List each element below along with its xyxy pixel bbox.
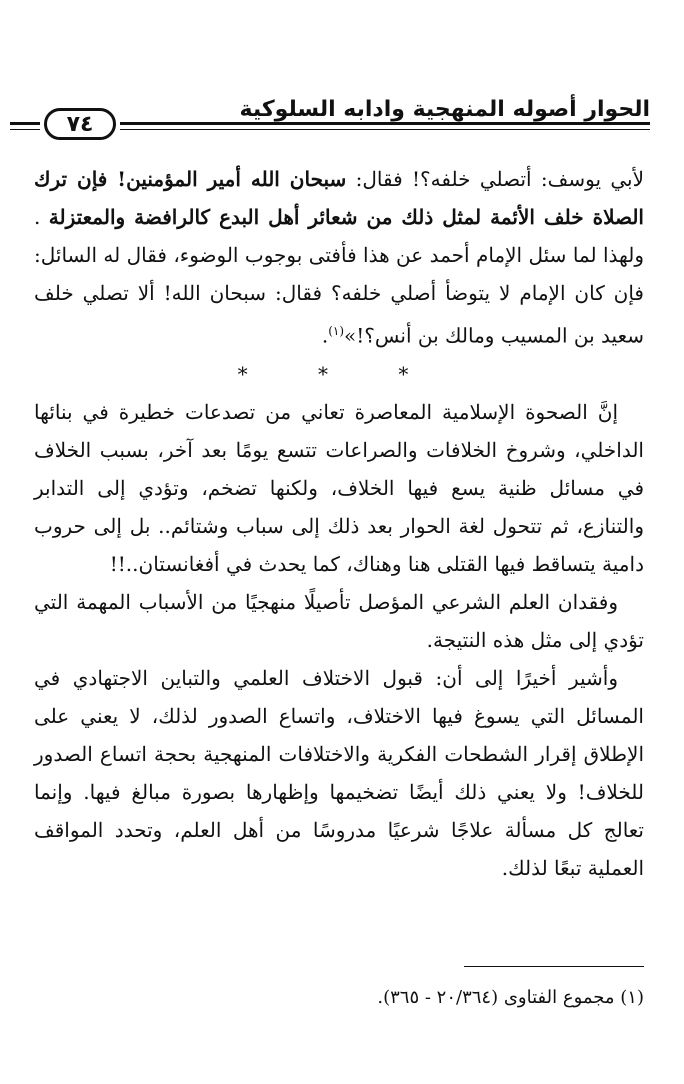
- section-separator: * * *: [237, 361, 441, 386]
- paragraph-3: وفقدان العلم الشرعي المؤصل تأصيلًا منهجيًا من الأسباب المهمة التي تؤدي إلى مثل هذه النتيجة.: [34, 589, 644, 652]
- footnote-rule: [464, 966, 644, 967]
- header-rule-thick: [120, 122, 650, 125]
- page-number-frame: [44, 108, 116, 140]
- footnote: (١) مجموع الفتاوى (٢٠/٣٦٤ - ٣٦٥).: [377, 987, 644, 1008]
- paragraph-1-end: .: [321, 323, 329, 348]
- running-title: الحوار أصوله المنهجية وادابه السلوكية: [239, 97, 650, 122]
- page-number: [44, 108, 116, 140]
- header-rule-thick-left: [10, 122, 40, 125]
- header-rule-thin: [120, 129, 650, 130]
- paragraph-1-bold: سبحان الله أمير المؤمنين! فإن ترك الصلاة خلف الأئمة لمثل ذلك من شعائر أهل البدع كالرافضة والمعتزلة: [34, 167, 644, 229]
- body-text: [34, 160, 644, 887]
- footnote-reference: (١): [328, 324, 345, 338]
- page-number-text: ٧٤: [66, 111, 94, 137]
- paragraph-4: وأشير أخيرًا إلى أن: قبول الاختلاف العلمي والتباين الاجتهادي في المسائل التي يسوغ فيها الاختلاف، واتساع الصدور لذلك، لا يعني على الإطلاق إقرار الشطحات الفكرية والاختلافات المنهجية بحجة اتساع الصدور للخلاف! ولا يعني ذلك أيضًا تضخيمها وإظهارها بصورة مبالغ فيها. وإنما تعالج كل مسألة علاجًا شرعيًا مدروسًا من أهل العلم، وتحدد المواقف العملية تبعًا لذلك.: [34, 665, 644, 880]
- paragraph-1: [34, 160, 644, 355]
- paragraph-1-rest: . ولهذا لما سئل الإمام أحمد عن هذا فأفتى بوجوب الوضوء، فقال له السائل: فإن كان الإمام لا يتوضأ أصلي خلفه؟ فقال: سبحان الله! ألا تصلي خلف سعيد بن المسيب ومالك بن أنس؟!»: [34, 205, 644, 348]
- paragraph-1-lead: لأبي يوسف: أتصلي خلفه؟! فقال:: [346, 167, 644, 191]
- header-rule-thin-left: [10, 129, 40, 130]
- paragraph-2: إنَّ الصحوة الإسلامية المعاصرة تعاني من تصدعات خطيرة في بنائها الداخلي، وشروخ الخلافات والصراعات تتسع يومًا بعد آخر، بسبب الخلاف في مسائل ظنية يسع فيها الخلاف، ولكنها تضخم، وتؤدي إلى التدابر والتنازع، ثم تتحول لغة الحوار بعد ذلك إلى سباب وشتائم.. بل إلى حروب دامية يتساقط فيها القتلى هنا وهناك، كما يحدث في أفغانستان..!!: [34, 399, 644, 576]
